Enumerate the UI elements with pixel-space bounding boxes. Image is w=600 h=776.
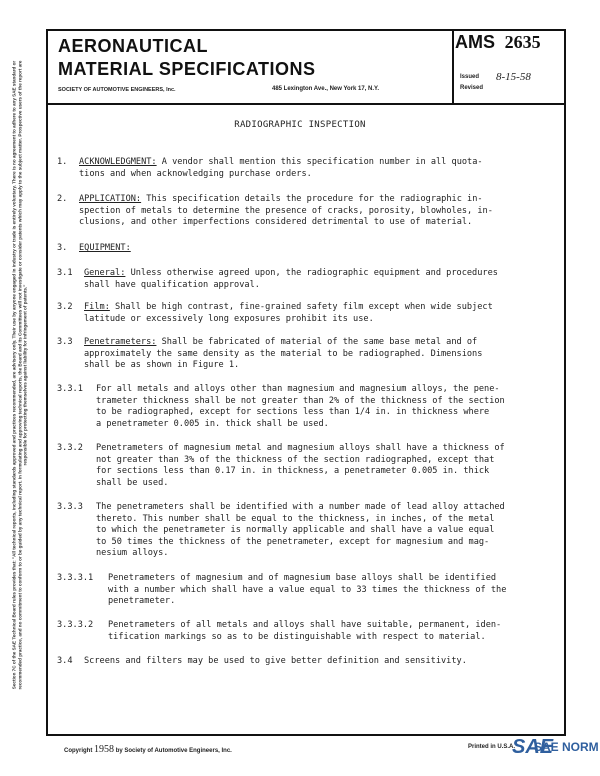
ams-number: 2635 bbox=[504, 32, 541, 52]
legal-notice-text: Section 7C of the SAE Technical Board rules provides that: "All technical reports, including standards approved and practices recommended, are advisory only. Their use by anyone engaged in industry or trade is entirely voluntary. There is no agreement to adhere to any SAE standard or recommended practice, and no commitment to conform to or be guided by any technical report. In formulating and approving technical reports, the Board and its Committees will not investigate or consider patents which may apply to the subject matter. Prospective users of the report are responsible for protecting themselves against liability for infringement of patents." bbox=[11, 60, 28, 690]
section-3-1-number: 3.1 bbox=[57, 268, 73, 278]
section-3-3-body: Shall be fabricated of material of the same base metal and of approximately the same density as the material to be radiographed. Dimensions shall be as shown in Figure 1. bbox=[84, 337, 483, 371]
section-3-3-text bbox=[84, 337, 482, 372]
copyright-label: Copyright bbox=[64, 748, 93, 754]
copyright-holder: by Society of Automotive Engineers, Inc. bbox=[115, 748, 232, 754]
section-2-text bbox=[79, 194, 493, 229]
section-3-2-heading: Film: bbox=[84, 302, 110, 312]
society-name: SOCIETY OF AUTOMOTIVE ENGINEERS, Inc. bbox=[58, 87, 176, 93]
section-3-3-3-1-number: 3.3.3.1 bbox=[57, 573, 94, 583]
header-title-line2: MATERIAL SPECIFICATIONS bbox=[58, 59, 316, 79]
section-3-3-1-number: 3.3.1 bbox=[57, 384, 83, 394]
section-3-3-3-text: The penetrameters shall be identified with a number made of lead alloy attached thereto. This number shall be equal to the thickness, in inches, of the metal to which the penetrameter is normally applicable and shall have a value equal to 50 times the thickness of the penetrameter, except for magnesium and mag- nesium alloys. bbox=[96, 502, 505, 559]
section-1-text bbox=[79, 157, 483, 180]
issued-date: 8-15-58 bbox=[496, 71, 531, 83]
section-2-heading: APPLICATION: bbox=[79, 194, 142, 204]
document-title: RADIOGRAPHIC INSPECTION bbox=[234, 120, 366, 130]
section-3-1-heading: General: bbox=[84, 268, 126, 278]
section-3-3-heading: Penetrameters: bbox=[84, 337, 157, 347]
section-3-3-3-2-number: 3.3.3.2 bbox=[57, 620, 94, 630]
header-title-line1: AERONAUTICAL bbox=[58, 36, 208, 56]
ams-designation bbox=[455, 32, 555, 56]
section-3-3-2-text: Penetrameters of magnesium metal and magnesium alloys shall have a thickness of not greater than 3% of the thickness of the section radiographed, except that for sections less than 0.17 in. in thickness, a penetrameter 0.005 in. thick shall be used. bbox=[96, 443, 505, 488]
section-3-3-number: 3.3 bbox=[57, 337, 73, 347]
section-2-number: 2. bbox=[57, 194, 68, 204]
section-1-body: A vendor shall mention this specification number in all quota- tions and when acknowledging purchase orders. bbox=[79, 157, 483, 179]
section-3-1-body: Unless otherwise agreed upon, the radiographic equipment and procedures shall have qualification approval. bbox=[84, 268, 498, 290]
section-3-3-1-text: For all metals and alloys other than magnesium and magnesium alloys, the pene- trameter thickness shall be not greater than 2% of the thickness of the section to be radiographed, except for sections less than 1/4 in. in thickness where a penetrameter 0.005 in. thick shall be used. bbox=[96, 384, 505, 429]
ams-label: AMS bbox=[455, 32, 495, 52]
section-3-1-text bbox=[84, 268, 498, 291]
section-3-number: 3. bbox=[57, 243, 68, 253]
section-3-2-number: 3.2 bbox=[57, 302, 73, 312]
society-address: 485 Lexington Ave., New York 17, N.Y. bbox=[272, 86, 380, 92]
printed-in: Printed in U.S.A. bbox=[468, 744, 516, 750]
section-3-3-3-number: 3.3.3 bbox=[57, 502, 83, 512]
section-3-3-3-2-text: Penetrameters of all metals and alloys shall have suitable, permanent, iden- tification markings so as to be distinguishable with respect to material. bbox=[108, 620, 502, 642]
copyright-year: 1958 bbox=[94, 744, 115, 755]
section-3-4-text: Screens and filters may be used to give better definition and sensitivity. bbox=[84, 656, 467, 666]
issued-label: Issued bbox=[460, 74, 480, 80]
revised-label: Revised bbox=[460, 85, 484, 91]
section-2-body: This specification details the procedure for the radiographic in- spection of metals to determine the presence of cracks, porosity, blowholes, in- clusions, and other imperfections considered detrimental to use of material. bbox=[79, 194, 493, 228]
watermark-logo-icon: SAE bbox=[512, 736, 554, 758]
copyright-line bbox=[64, 744, 232, 755]
section-3-text bbox=[79, 243, 131, 255]
section-1-number: 1. bbox=[57, 157, 68, 167]
section-3-4-number: 3.4 bbox=[57, 656, 73, 666]
legal-notice-sidebar bbox=[2, 60, 38, 690]
section-3-heading: EQUIPMENT: bbox=[79, 243, 131, 253]
watermark-text: SAE NORM bbox=[534, 740, 599, 754]
section-3-3-2-number: 3.3.2 bbox=[57, 443, 83, 453]
section-3-2-body: Shall be high contrast, fine-grained safety film except when wide subject latitude or excessively long exposures prohibit its use. bbox=[84, 302, 493, 324]
section-3-2-text bbox=[84, 302, 493, 325]
section-1-heading: ACKNOWLEDGMENT: bbox=[79, 157, 157, 167]
section-3-3-3-1-text: Penetrameters of magnesium and of magnesium base alloys shall be identified with a number which shall have a value equal to 33 times the thickness of the penetrameter. bbox=[108, 573, 507, 607]
